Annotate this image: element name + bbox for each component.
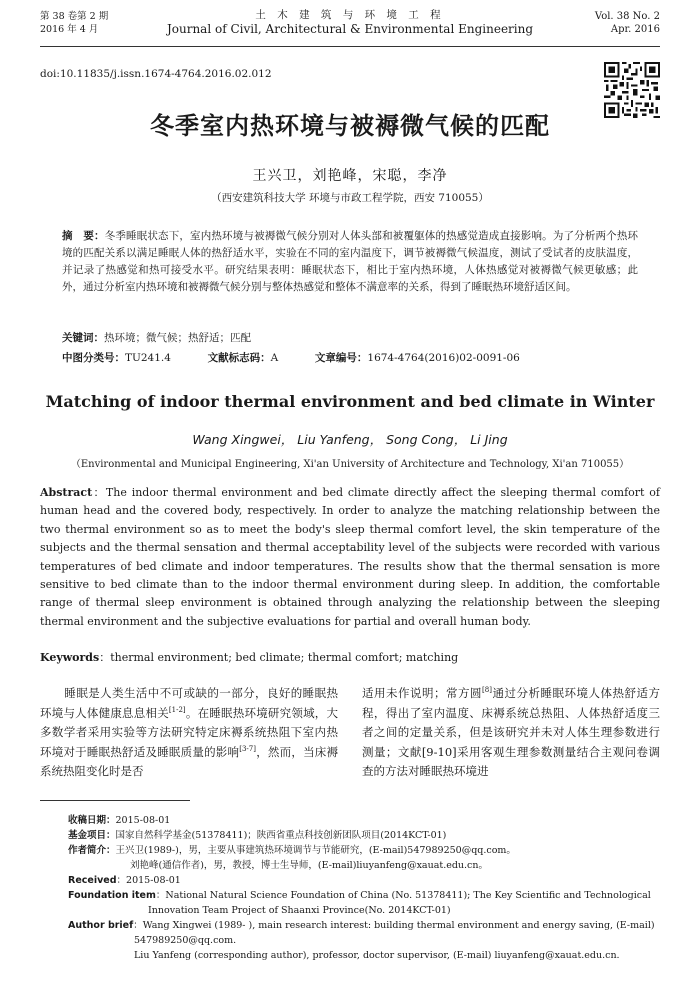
header-issue-en [595, 10, 660, 36]
keywords-cn-text: 热环境；微气候；热舒适；匹配 [104, 332, 251, 344]
fn-text: ：2015-08-01 [116, 875, 181, 886]
abstract-en-text: ：The indoor thermal environment and bed climate directly affect the sleeping thermal comfort of human head and the covered body, respectively. In order to analyze the matching relationship between the two thermal environment so as to meet the body's sleep thermal comfort level, the skin temperature of the subjects and the thermal sensation and thermal acceptability level of the subjects were recorded with various temperatures of bed climate and indoor temperatures. The results show that the thermal sensation is more sensitive to bed climate than to the indoor thermal environment during sleep. In addition, the comfortable range of thermal sleep environment is obtained through analyzing the relationship between the sleeping thermal environment and the subjective evaluations for partial and overall human body. [40, 486, 660, 628]
keywords-en [40, 649, 458, 665]
abstract-cn-text: 冬季睡眠状态下，室内热环境与被褥微气候分别对人体头部和被覆躯体的热感觉造成直接影响。为了分析两个热环境的匹配关系以满足睡眠人体的热舒适水平，实验在不同的室内温度下，调节被褥微气候温度，测试了受试者的皮肤温度，并记录了热感觉和热可接受水平。研究结果表明：睡眠状态下，相比于室内热环境，人体热感觉对被褥微气候更敏感；此外，通过分析室内热环境和被褥微气候分别与整体热感觉和整体不满意率的关系，得到了睡眠热环境舒适区间。 [62, 230, 639, 293]
fn-author-cn-2: 刘艳峰(通信作者)，男，教授，博士生导师，(E-mail)liuyanfeng@xauat.edu.cn。 [130, 860, 488, 871]
doc-code-value: A [270, 352, 279, 364]
body-left-part1: 睡眠是人类生活中不可或缺的一部分，良好的睡眠热环境与人体健康息息相关 [40, 686, 338, 720]
classification-row [62, 350, 520, 365]
fn-author-cn [68, 843, 660, 858]
fn-text: 王兴卫(1989-)，男，主要从事建筑热环境调节与节能研究，(E-mail)547989250@qq.com。 [115, 845, 516, 856]
body-right-part2: 通过分析睡眠环境人体热舒适方程，得出了室内温度、床褥系统总热阻、人体热舒适度三者之间的定量关系，但是该研究并未对人体生理参数进行测量；文献[9-10]采用客观生理参数测量结合主观问卷调查的方法对睡眠热环境进 [362, 686, 661, 778]
fn-author-en-3: Liu Yanfeng (corresponding author), professor, doctor supervisor, (E-mail) liuyanfeng@xauat.edu.cn. [134, 950, 620, 961]
fn-label: Foundation item [68, 890, 156, 901]
fn-label: 收稿日期： [68, 815, 116, 826]
footnote-divider [40, 800, 190, 801]
header-date-cn: 2016 年 4 月 [40, 24, 99, 35]
footnotes [68, 813, 660, 963]
keywords-en-text: ：thermal environment; bed climate; thermal comfort; matching [99, 651, 459, 664]
fn-received-en [68, 873, 660, 888]
fn-author-en-2: 547989250@qq.com. [134, 935, 237, 946]
journal-name-cn: 土 木 建 筑 与 环 境 工 程 [255, 9, 445, 21]
body-left-part3: ，然而，当床褥系统热阻变化时是否 [40, 744, 339, 778]
body-column-left [40, 684, 338, 782]
fn-text: ：National Natural Science Foundation of China (No. 51378411); The Key Scientific and Technological [155, 890, 651, 901]
header-volume-en: Vol. 38 No. 2 [594, 11, 660, 22]
clc-label: 中图分类号： [62, 352, 125, 364]
body-text [40, 684, 660, 794]
citation-ref[interactable]: [1-2] [168, 705, 186, 714]
keywords-cn [62, 330, 251, 345]
keywords-cn-label: 关键词： [62, 332, 104, 344]
fn-label: Author brief [68, 920, 134, 931]
article-no-label: 文章编号： [314, 352, 368, 364]
authors-en: Wang Xingwei， Liu Yanfeng， Song Cong， Li Jing [192, 432, 508, 447]
doi: doi:10.11835/j.issn.1674-4764.2016.02.012 [40, 68, 272, 80]
fn-received-cn [68, 813, 660, 828]
title-cn: 冬季室内热环境与被褥微气候的匹配 [150, 111, 550, 140]
clc-value: TU241.4 [125, 352, 171, 364]
journal-name-en: Journal of Civil, Architectural & Environmental Engineering [166, 22, 534, 36]
affiliation-cn: （西安建筑科技大学 环境与市政工程学院，西安 710055） [211, 192, 489, 204]
keywords-en-label: Keywords [40, 651, 100, 664]
title-en: Matching of indoor thermal environment and bed climate in Winter [45, 392, 655, 411]
fn-label: Received [68, 875, 117, 886]
affiliation-en: （Environmental and Municipal Engineering, Xi'an University of Architecture and Technology, Xi'an 710055） [70, 459, 630, 470]
abstract-en [40, 484, 660, 631]
fn-author-en [68, 918, 660, 933]
article-no-value: 1674-4764(2016)02-0091-06 [367, 352, 520, 364]
header-date-en: Apr. 2016 [610, 24, 660, 35]
fn-fund-cn [68, 828, 660, 843]
header-volume-cn: 第 38 卷第 2 期 [40, 11, 109, 22]
body-left-part2: 。在睡眠热环境研究领域，大多数学者采用实验等方法研究特定床褥系统热阻下室内热环境对于睡眠热舒适及睡眠质量的影响 [40, 705, 339, 759]
body-column-right [362, 684, 660, 782]
fn-fund-en-2: Innovation Team Project of Shaanxi Province(No. 2014KCT-01) [148, 905, 451, 916]
fn-text: ：Wang Xingwei (1989- ), main research interest: building thermal environment and energy saving, (E-mail) [133, 920, 655, 931]
abstract-en-label: Abstract [40, 486, 93, 499]
citation-ref[interactable]: [8] [482, 686, 492, 695]
authors-cn: 王兴卫，刘艳峰，宋聪，李净 [252, 168, 448, 184]
fn-label: 基金项目： [68, 830, 116, 841]
abstract-cn [62, 228, 638, 296]
fn-text: 2015-08-01 [115, 815, 171, 826]
fn-text: 国家自然科学基金(51378411)；陕西省重点科技创新团队项目(2014KCT-01) [115, 830, 447, 841]
running-header [40, 0, 660, 47]
body-right-part1: 适用未作说明；常方圆 [362, 686, 483, 700]
header-journal [40, 8, 660, 37]
fn-fund-en [68, 888, 660, 903]
abstract-cn-label: 摘 要： [62, 230, 105, 242]
citation-ref[interactable]: [3-7] [239, 744, 256, 753]
fn-label: 作者简介： [68, 845, 116, 856]
doc-code-label: 文献标志码： [207, 352, 271, 364]
